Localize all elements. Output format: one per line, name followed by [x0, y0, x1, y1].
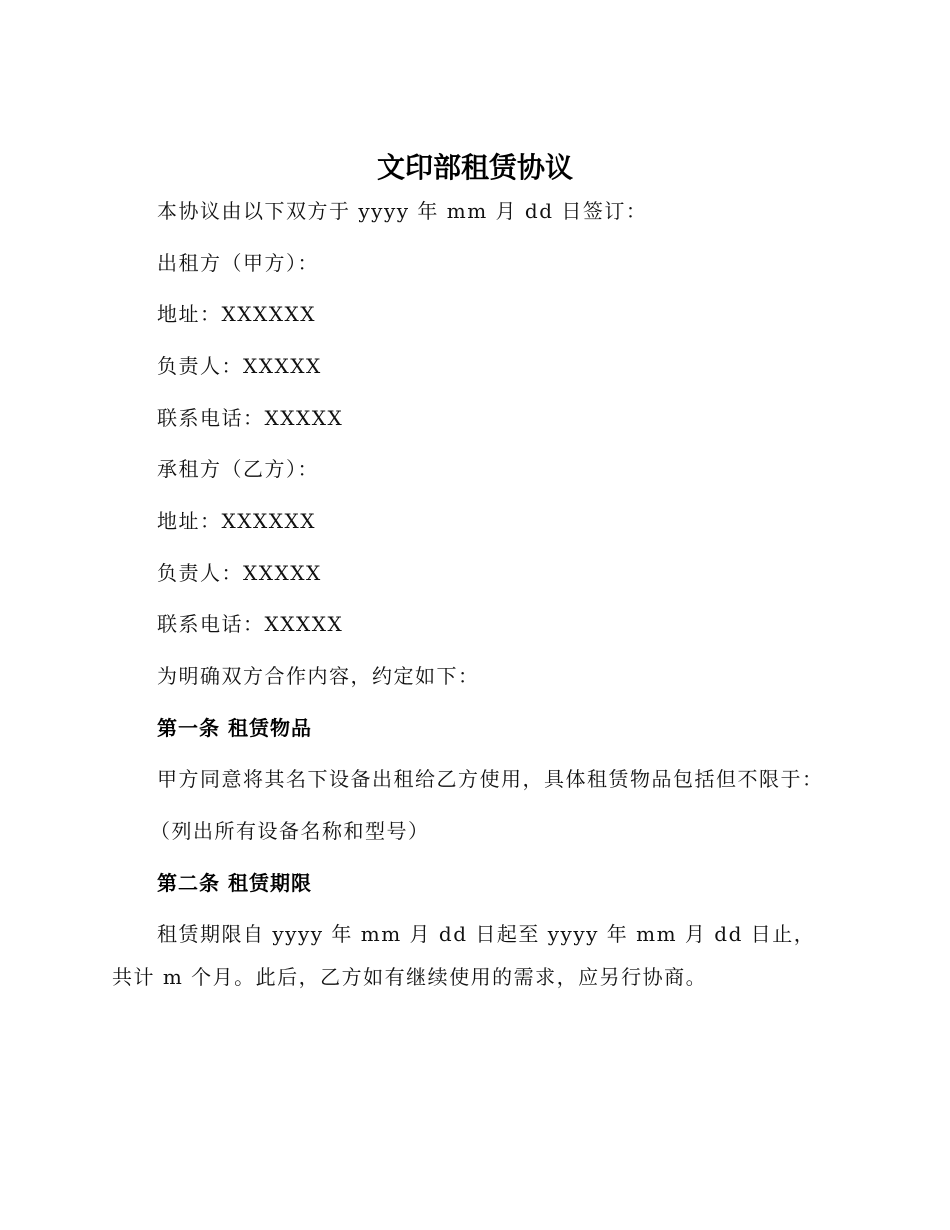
lessor-heading: 出租方（甲方）： — [157, 251, 319, 275]
document-title: 文印部租赁协议 — [376, 151, 573, 184]
article-1-body: 甲方同意将其名下设备出租给乙方使用，具体租赁物品包括但不限于： — [157, 767, 824, 791]
article-1-heading: 第一条 租赁物品 — [157, 716, 312, 740]
lessee-heading: 承租方（乙方）： — [157, 457, 319, 481]
lessee-phone: 联系电话：XXXXX — [157, 612, 344, 636]
article-1-note: （列出所有设备名称和型号） — [150, 819, 430, 843]
lessor-address: 地址：XXXXXX — [157, 302, 316, 326]
lessee-contact-person: 负责人：XXXXX — [157, 561, 322, 585]
intro-line: 本协议由以下双方于 yyyy 年 mm 月 dd 日签订： — [157, 199, 648, 223]
preamble-line: 为明确双方合作内容，约定如下： — [157, 664, 480, 688]
article-2-body: 租赁期限自 yyyy 年 mm 月 dd 日起至 yyyy 年 mm 月 dd 日止，共计 m 个月。此后，乙方如有继续使用的需求，应另行协商。 — [112, 922, 816, 989]
article-2-heading: 第二条 租赁期限 — [157, 871, 312, 895]
lessor-phone: 联系电话：XXXXX — [157, 406, 344, 430]
lessor-contact-person: 负责人：XXXXX — [157, 354, 322, 378]
article-2-body-paragraph — [112, 913, 824, 999]
lessee-address: 地址：XXXXXX — [157, 509, 316, 533]
